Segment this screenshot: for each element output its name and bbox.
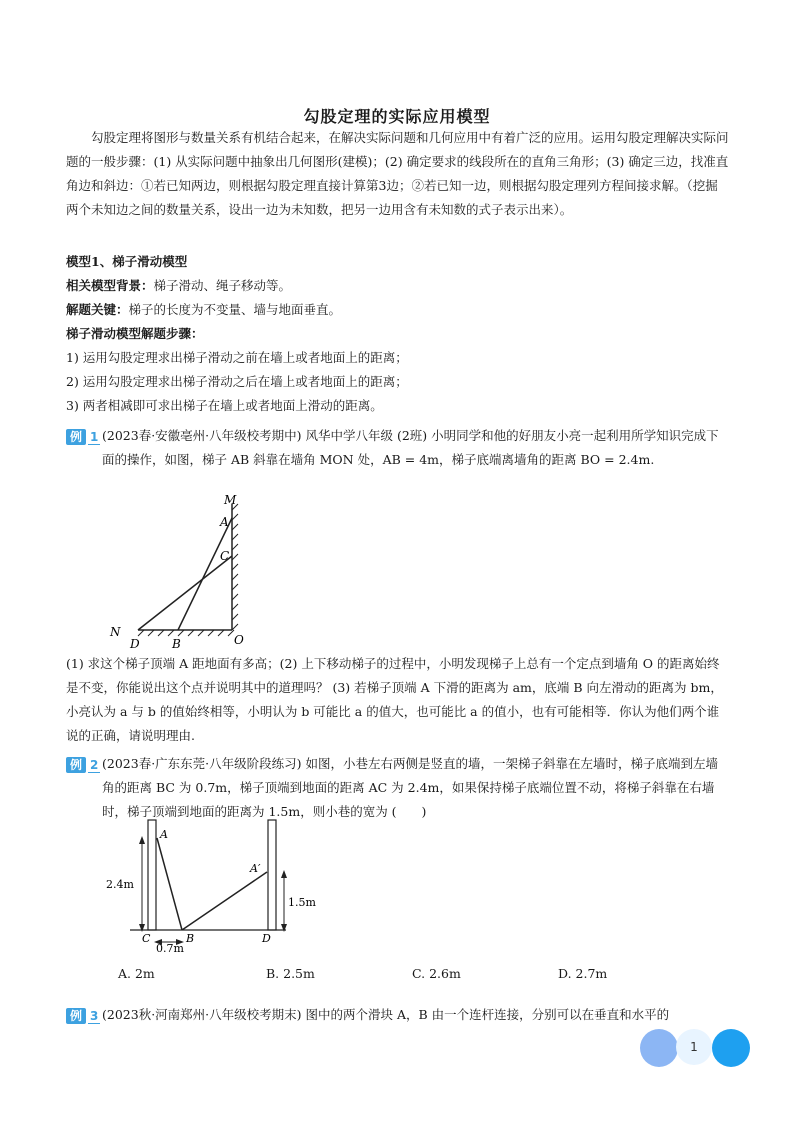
example-label: 例 xyxy=(66,1008,86,1024)
label-N: N xyxy=(110,625,121,639)
example-1-questions: (1) 求这个梯子顶端 A 距地面有多高；(2) 上下移动梯子的过程中，小明发现梯子上总有一个定点到墙角 O 的距离始终是不变，你能说出这个点并说明其中的道理吗？ (3) 若梯子顶端 A 下滑的距离为 am，底端 B 向左滑动的距离为 bm，小亮认为 a 与 b 的值始终相等，小明认为 b 可能比 a 的值大，也可能比 a 的值小，也有可能相等．你认为他们两个谁说的正确，请说明理由. xyxy=(66,656,723,743)
label-C: C xyxy=(220,549,230,563)
label-B: B xyxy=(172,637,181,651)
example-label: 例 xyxy=(66,429,86,445)
label-A: A xyxy=(160,828,168,841)
figure-ladder-corner xyxy=(100,488,260,652)
label-C: C xyxy=(142,932,151,945)
example-number: 3 xyxy=(90,1009,99,1023)
background-text: 梯子滑动、绳子移动等。 xyxy=(153,278,292,293)
choice-c[interactable]: C. 2.6m xyxy=(412,966,461,981)
model-heading: 模型1、梯子滑动模型 xyxy=(66,254,188,269)
label-A: A xyxy=(220,515,229,529)
background-label: 相关模型背景： xyxy=(66,278,154,293)
label-B: B xyxy=(186,932,195,945)
label-height-left: 2.4m xyxy=(106,878,134,891)
example-3-text: (2023秋·河南郑州·八年级校考期末) 图中的两个滑块 A，B 由一个连杆连接，分别可以在垂直和水平的 xyxy=(102,1007,670,1022)
page-number: 1 xyxy=(676,1029,712,1065)
example-label: 例 xyxy=(66,757,86,773)
choice-b[interactable]: B. 2.5m xyxy=(266,966,315,981)
decor-circle-left xyxy=(640,1029,678,1067)
step-item: 3) 两者相减即可求出梯子在墙上或者地面上滑动的距离。 xyxy=(66,398,383,413)
model-key xyxy=(66,298,341,322)
example-1-tag xyxy=(66,428,100,445)
example-3-tag xyxy=(66,1007,100,1024)
label-D: D xyxy=(262,932,271,945)
intro-paragraph: 勾股定理将图形与数量关系有机结合起来，在解决实际问题和几何应用中有着广泛的应用。运用勾股定理解决实际问题的一般步骤：(1) 从实际问题中抽象出几何图形(建模)；(2) 确定要求的线段所在的直角三角形；(3) 确定三边，找准直角边和斜边：①若已知两边，则根据勾股定理直接计算第3边；②若已知一边，则根据勾股定理列方程间接求解。（挖掘两个未知边之间的数量关系，设出一边为未知数，把另一边用含有未知数的式子表示出来）。 xyxy=(66,130,729,217)
page-title: 勾股定理的实际应用模型 xyxy=(303,107,491,126)
steps-heading: 梯子滑动模型解题步骤： xyxy=(66,326,204,341)
example-2-text: (2023春·广东东莞·八年级阶段练习) 如图，小巷左右两侧是竖直的墙，一架梯子斜靠在左墙时，梯子底端到左墙角的距离 BC 为 0.7m，梯子顶端到地面的距离 AC 为 2.4m，如果保持梯子底端位置不动，将梯子斜靠在右墙时，梯子顶端到地面的距离为 1.5m，则小巷的宽为 ( ) xyxy=(102,756,718,819)
step-item: 2) 运用勾股定理求出梯子滑动之后在墙上或者地面上的距离； xyxy=(66,374,408,389)
label-M: M xyxy=(224,493,237,507)
example-1-text: (2023春·安徽亳州·八年级校考期中) 风华中学八年级 (2班) 小明同学和他的好朋友小亮一起利用所学知识完成下面的操作，如图，梯子 AB 斜靠在墙角 MON 处，AB = 4m，梯子底端离墙角的距离 BO = 2.4m. xyxy=(102,428,719,467)
key-label: 解题关键： xyxy=(66,302,129,317)
label-height-right: 1.5m xyxy=(288,896,316,909)
choice-d[interactable]: D. 2.7m xyxy=(558,966,608,981)
label-A-prime: A′ xyxy=(250,862,261,875)
step-item: 1) 运用勾股定理求出梯子滑动之前在墙上或者地面上的距离； xyxy=(66,350,408,365)
label-width: 0.7m xyxy=(156,942,184,955)
key-text: 梯子的长度为不变量、墙与地面垂直。 xyxy=(128,302,342,317)
example-number: 2 xyxy=(90,758,99,772)
example-2-tag xyxy=(66,756,100,773)
model-background xyxy=(66,274,291,298)
choice-a[interactable]: A. 2m xyxy=(118,966,155,981)
figure-alley-ladder xyxy=(100,814,316,955)
decor-circle-right xyxy=(712,1029,750,1067)
label-O: O xyxy=(234,633,244,647)
example-number: 1 xyxy=(90,430,99,444)
label-D: D xyxy=(130,637,140,651)
